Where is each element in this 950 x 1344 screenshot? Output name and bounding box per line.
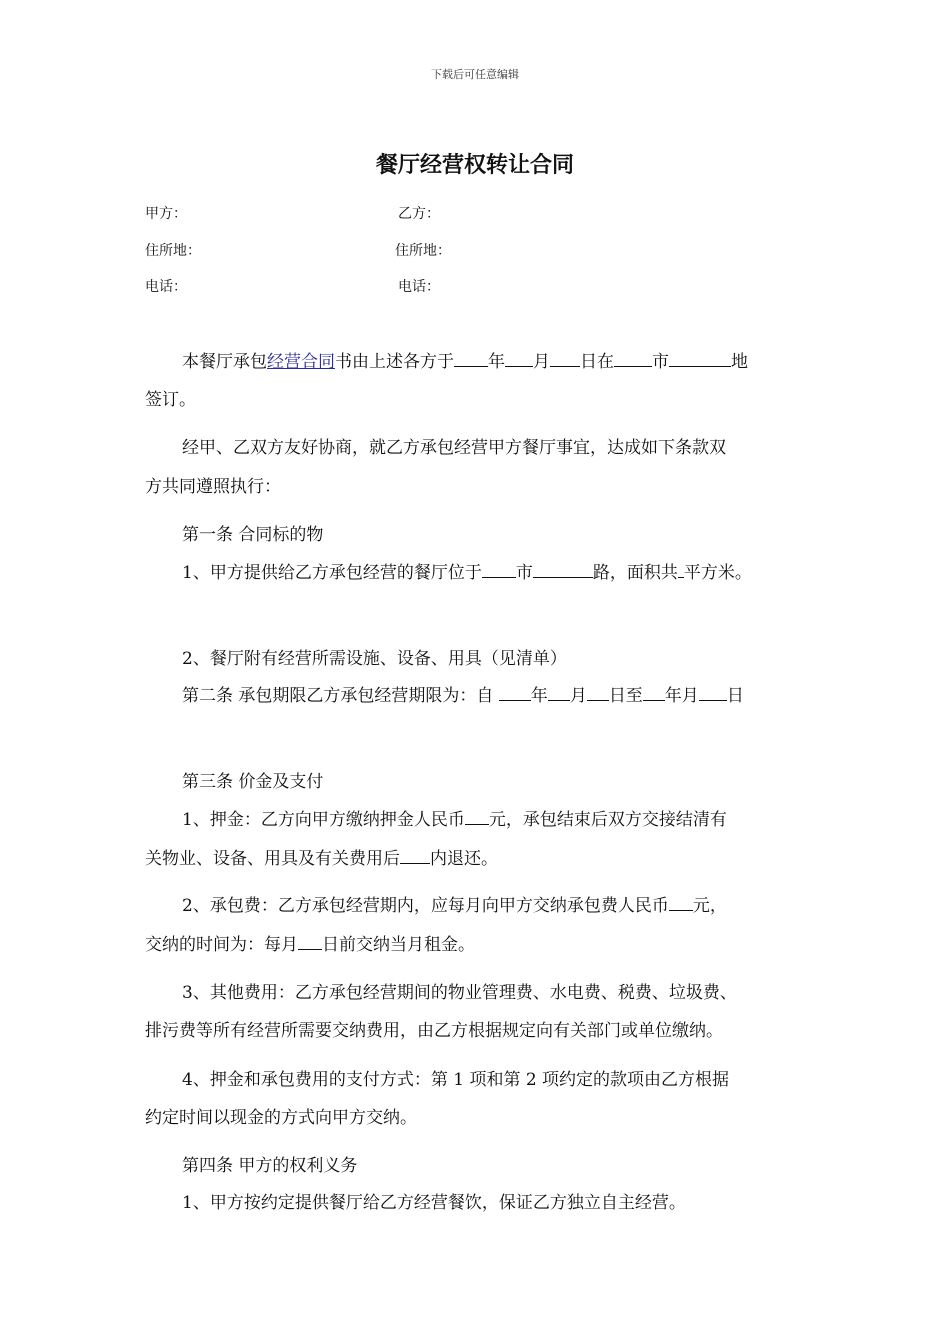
blank-day [587,683,609,701]
article-3-item-3-line2: 排污费等所有经营所需要交纳费用，由乙方根据规定向有关部门或单位缴纳。 [145,1021,723,1041]
article-3-item-3: 3、其他费用：乙方承包经营期间的物业管理费、水电费、税费、垃圾费、 [182,983,737,1003]
party-b-address: 住所地： [395,243,451,259]
blank-fee [669,893,693,911]
blank-day [550,349,580,367]
article-1-item-2: 2、餐厅附有经营所需设施、设备、用具（见清单） [182,649,567,669]
intro-paragraph-1-line2: 签订。 [145,390,196,410]
article-3-item-4: 4、押金和承包费用的支付方式：第 1 项和第 2 项约定的款项由乙方根据 [182,1070,730,1090]
intro-paragraph-2-line2: 方共同遵照执行： [145,477,281,497]
blank-place [669,349,731,367]
party-a-address: 住所地： [145,243,201,259]
intro-paragraph-1: 本餐厅承包经营合同书由上述各方于 年 月 日在 市 地 [182,347,748,372]
blank-deposit [465,807,489,825]
blank-year [643,683,665,701]
blank-month [505,349,533,367]
article-3-item-1: 1、押金：乙方向甲方缴纳押金人民币 元，承包结束后双方交接结清有 [182,805,727,830]
party-b-label: 乙方： [398,206,440,222]
article-3-item-2-line2: 交纳的时间为：每月 日前交纳当月租金。 [145,930,475,955]
article-1-item-1: 1、甲方提供给乙方承包经营的餐厅位于 市 路，面积共 平方米。 [182,558,752,583]
blank-city [482,560,516,578]
contract-link[interactable]: 经营合同 [267,352,335,372]
article-3-item-4-line2: 约定时间以现金的方式向甲方交纳。 [145,1108,417,1128]
party-b-phone: 电话： [398,279,440,295]
article-4-item-1: 1、甲方按约定提供餐厅给乙方经营餐饮，保证乙方独立自主经营。 [182,1193,686,1213]
blank-period [400,846,430,864]
intro-paragraph-2: 经甲、乙双方友好协商，就乙方承包经营甲方餐厅事宜，达成如下条款双 [182,438,726,458]
blank-road [533,560,593,578]
article-3-title: 第三条 价金及支付 [182,772,324,792]
article-3-item-1-line2: 关物业、设备、用具及有关费用后 内退还。 [145,844,498,869]
party-a-label: 甲方： [145,206,187,222]
blank-day [298,932,322,950]
party-a-phone: 电话： [145,279,187,295]
blank-year [454,349,488,367]
blank-month [548,683,570,701]
blank-day [699,683,727,701]
article-1-title: 第一条 合同标的物 [182,525,324,545]
document-title: 餐厅经营权转让合同 [375,153,574,178]
blank-city [614,349,652,367]
header-note: 下载后可任意编辑 [431,68,519,81]
blank-year [499,683,531,701]
article-3-item-2: 2、承包费：乙方承包经营期内，应每月向甲方交纳承包费人民币 元， [182,891,727,916]
article-2: 第二条 承包期限乙方承包经营期限为：自 年 月 日至 年月 日 [182,681,744,706]
article-4-title: 第四条 甲方的权利义务 [182,1156,358,1176]
